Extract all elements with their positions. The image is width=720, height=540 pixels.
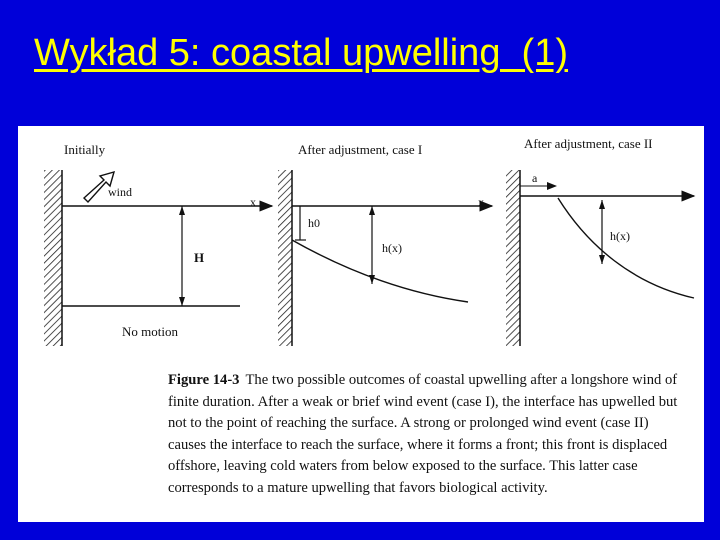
panel-case-1 [278,142,492,346]
slide-title: Wykład 5: coastal upwelling (1) [34,32,569,74]
figure-panel [18,126,704,522]
panel-initially [44,142,272,346]
panel3-heading: After adjustment, case II [524,136,653,151]
hx-arrow-top-icon [369,206,375,215]
wind-label: wind [108,185,132,199]
figure-caption [168,370,690,500]
hx-arrow-top-icon [599,200,605,209]
hx-label: h(x) [610,229,630,243]
caption-text: The two possible outcomes of coastal upwelling after a longshore wind of finite duration. After a weak or brief wind event (case I), the interface has upwelled but not to the point of reaching the surface. A strong or prolonged wind event (case II) causes the interface to reach the surface, where it forms a front; this front is displaced offshore, leaving cold waters from below exposed to the surface. This latter case corresponds to a mature upwelling that favors biological activity. [168,372,678,496]
panel1-heading: Initially [64,142,106,157]
interface-curve [558,198,694,298]
panel-case-2 [506,136,694,346]
h0-label: h0 [308,216,320,230]
x-axis-label: x [478,195,484,209]
figure-label: Figure 14-3 [168,372,240,388]
depth-arrow-top-icon [179,206,185,215]
a-label: a [532,171,538,185]
no-motion-label: No motion [122,324,178,339]
depth-label: H [194,250,205,265]
x-axis-label: x [250,195,256,209]
depth-arrow-bottom-icon [179,297,185,306]
coast-wall [278,170,292,346]
interface-curve [292,240,468,302]
hx-arrow-bottom-icon [599,255,605,264]
panel2-heading: After adjustment, case I [298,142,423,157]
coast-wall [506,170,520,346]
hx-label: h(x) [382,241,402,255]
coast-wall [44,170,62,346]
